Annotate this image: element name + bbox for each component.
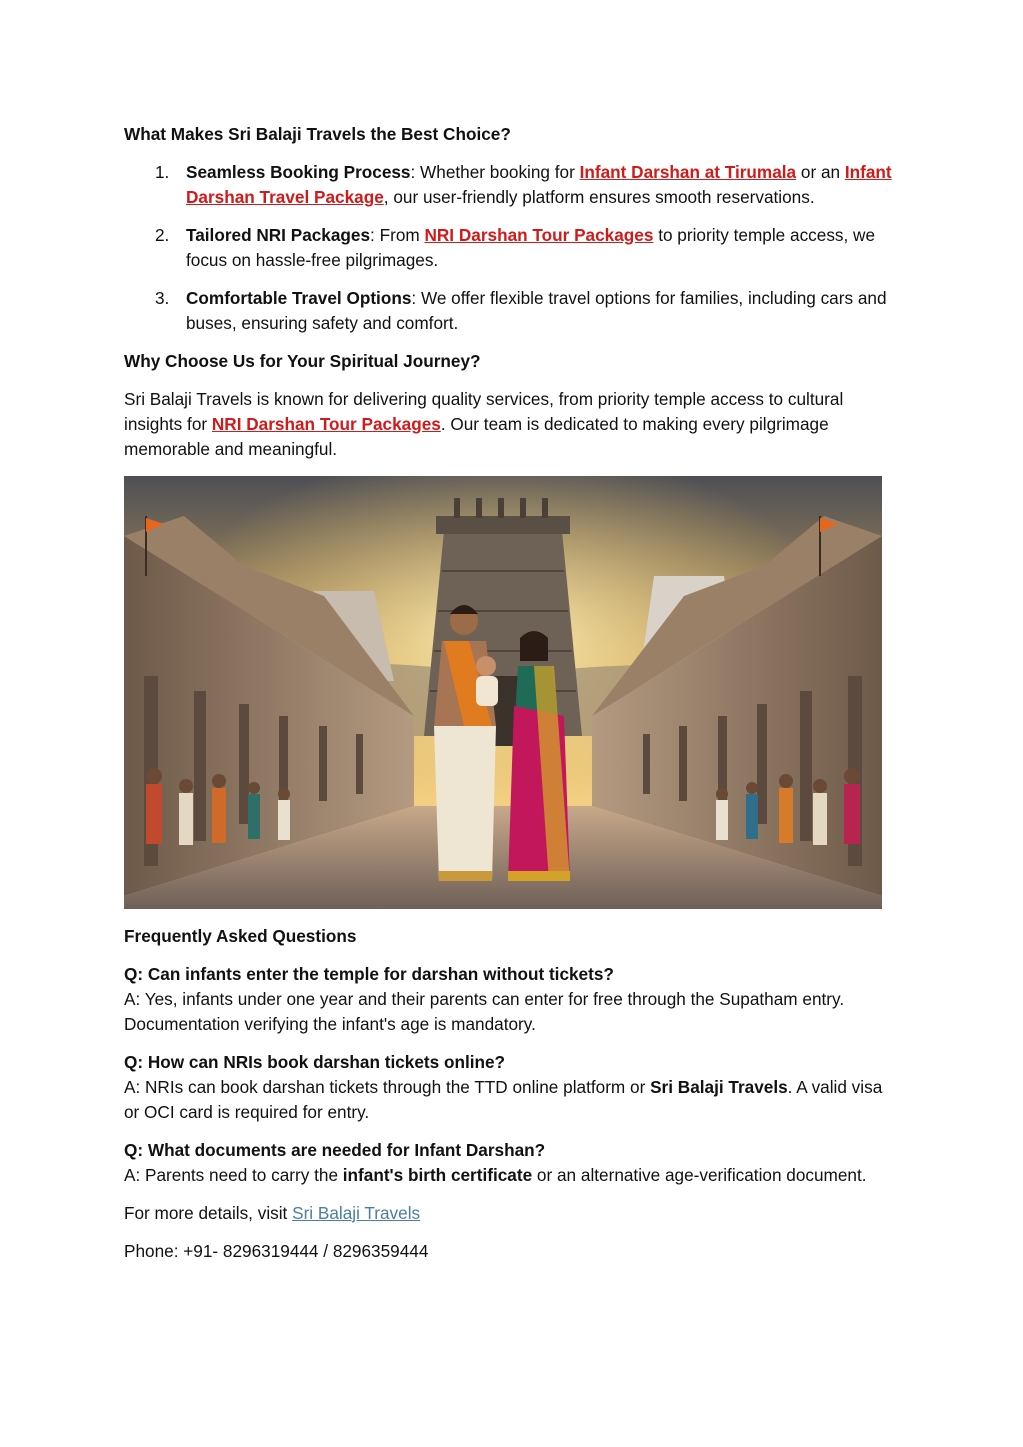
visit-text: For more details, visit	[124, 1203, 293, 1223]
list-item-text: or an	[796, 162, 845, 182]
visit-line	[124, 1201, 899, 1226]
list-item-text: , our user-friendly platform ensures smooth reservations.	[383, 187, 815, 207]
infant-darshan-tirumala-link[interactable]: Infant Darshan at Tirumala	[579, 162, 797, 182]
list-item-nri	[124, 223, 899, 273]
faq-answer-bold: Sri Balaji Travels	[650, 1077, 788, 1097]
infant-darshan-travel-package-link[interactable]: Infant Darshan Travel Package	[186, 162, 892, 207]
list-number: 2.	[155, 225, 170, 245]
faq-answer: . A valid visa or OCI card is required for entry.	[124, 1077, 883, 1122]
faq-answer: or an alternative age-verification document.	[532, 1165, 867, 1185]
list-item-title: Seamless Booking Process	[186, 162, 411, 182]
faq-heading: Frequently Asked Questions	[124, 926, 357, 946]
faq-question: Q: How can NRIs book darshan tickets online?	[124, 1052, 506, 1072]
faq-item-2	[124, 1050, 899, 1125]
section-heading-why-choose: Why Choose Us for Your Spiritual Journey?	[124, 351, 481, 371]
list-item-text: : From	[370, 225, 425, 245]
paragraph-text: Sri Balaji Travels is known for delivering quality services, from priority temple access to cultural insights for	[124, 389, 844, 434]
list-item-travel	[124, 286, 899, 336]
faq-answer: A: NRIs can book darshan tickets through the TTD online platform or	[124, 1077, 651, 1097]
paragraph-text: . Our team is dedicated to making every pilgrimage memorable and meaningful.	[124, 414, 829, 459]
best-choice-list	[124, 160, 899, 336]
why-choose-paragraph	[124, 387, 899, 462]
nri-darshan-tour-packages-link[interactable]: NRI Darshan Tour Packages	[424, 225, 654, 245]
list-item-title: Tailored NRI Packages	[186, 225, 371, 245]
list-item-booking	[124, 160, 899, 210]
faq-item-3	[124, 1138, 899, 1188]
list-item-title: Comfortable Travel Options	[186, 288, 412, 308]
phone-line: Phone: +91- 8296319444 / 8296359444	[124, 1241, 429, 1261]
faq-question: Q: Can infants enter the temple for darshan without tickets?	[124, 964, 614, 984]
faq-answer: A: Yes, infants under one year and their parents can enter for free through the Supatham entry. Documentation verifying the infant's age is mandatory.	[124, 989, 845, 1034]
list-item-text: to priority temple access, we focus on hassle-free pilgrimages.	[186, 225, 876, 270]
nri-darshan-tour-packages-link-2[interactable]: NRI Darshan Tour Packages	[211, 414, 441, 434]
faq-question: Q: What documents are needed for Infant Darshan?	[124, 1140, 546, 1160]
list-number: 1.	[155, 162, 170, 182]
sri-balaji-travels-link[interactable]: Sri Balaji Travels	[292, 1203, 421, 1223]
list-item-text: : We offer flexible travel options for families, including cars and buses, ensuring safety and comfort.	[186, 288, 887, 333]
list-item-text: : Whether booking for	[410, 162, 580, 182]
faq-answer: A: Parents need to carry the	[124, 1165, 343, 1185]
list-number: 3.	[155, 288, 170, 308]
document-content	[124, 122, 899, 1277]
temple-family-illustration	[124, 476, 882, 909]
faq-answer-bold: infant's birth certificate	[342, 1165, 533, 1185]
section-heading-best-choice: What Makes Sri Balaji Travels the Best Choice?	[124, 124, 511, 144]
faq-item-1	[124, 962, 899, 1037]
